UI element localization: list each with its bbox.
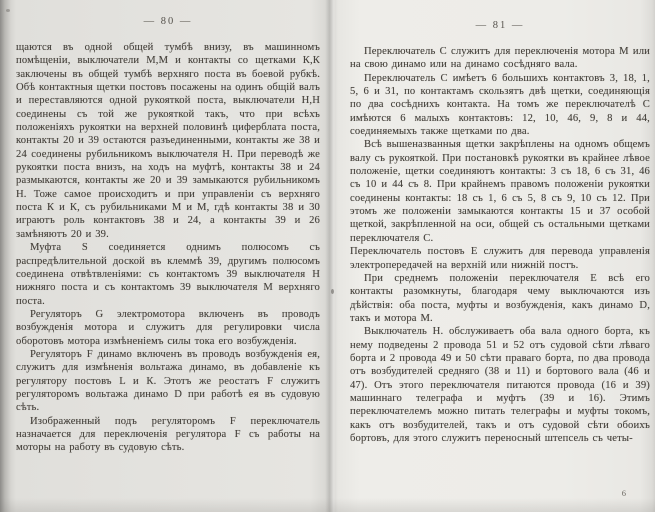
paragraph: Муфта S соединяется однимъ полюсомъ съ распредѣлительной доской въ клеммѣ 39, другимъ полюсомъ соединена отвѣтвленіями: съ контактомъ 39 выключателя Н нижняго поста и съ контактомъ 39 выключателя М верхняго поста. [16,242,320,307]
book-page-81 [350,0,650,512]
paragraph: Переключатель С служитъ для переключенія мотора М или на свою динамо или на динамо сосѣдняго вала. [350,46,650,71]
page-number-header-left: — 80 — [143,16,193,27]
page-gutter-shadow [325,0,335,512]
signature-mark: 6 [621,488,626,498]
paragraph: щаются въ одной общей тумбѣ внизу, въ машинномъ помѣщеніи, выключатели М,М и контакты со щетками К,К заключены въ общей тумбѣ верхняго поста въ боевой рубкѣ. Обѣ контактныя щетки постовъ посажены на одинъ общій валъ и переставляются одной рукояткой поста, выключатели Н,Н соединены съ той же рукояткой такъ, что при всѣхъ положеніяхъ рукоятки на верхней половинѣ циферблата поста, контакты 20 и 39 остаются разъединенными, контакты же 38 и 24 соединены рубильникомъ выключателя Н. При переводѣ же рукоятки поста внизъ, на ходъ на муфтѣ, контакты 38 и 24 размыкаются, контакты же 20 и 39 замыкаются рубильникомъ Н. Тоже самое происходитъ и при управленіи съ верхняго поста К и К, съ рубильниками М и М, гдѣ контакты 38 и 30 играютъ роль контактовъ 38 и 24, а контакты 39 и 26 замѣняютъ 20 и 39. [16,42,320,240]
page-81-text-block [350,45,650,445]
paragraph: Регуляторъ G электромотора включенъ въ проводъ возбужденія мотора и служитъ для регулировки числа оборотовъ мотора измѣненіемъ силы тока его возбужденія. [16,308,320,347]
paragraph: Выключатель Н. обслуживаетъ оба вала одного борта, къ нему подведены 2 провода 51 и 52 отъ судовой сѣти лѣваго борта и 2 провода 49 и 50 сѣти праваго борта, по два провода отъ возбудителей средняго (38 и 11) и бортового вала (46 и 47). Отъ этого переключателя питаются провода (16 и 39) машиннаго телеграфа и муфтъ (39 и 16). Этимъ переключателемъ можно питать телеграфы и муфты токомъ, какъ отъ возбудителей, такъ и отъ судовой сѣти обоихъ бортовъ, для этого служитъ переносный штепсель съ четы- [350,326,650,444]
scan-speck [331,289,334,294]
book-page-80 [16,0,320,512]
page-number-header-right: — 81 — [475,20,525,31]
paragraph: Изображенный подъ регуляторомъ F переключатель назначается для переключенія регулятора F съ работы на моторы на работу въ судовую сѣть. [16,415,320,454]
paragraph: Всѣ вышеназванныя щетки закрѣплены на одномъ общемъ валу съ рукояткой. При постановкѣ рукоятки въ крайнее лѣвое положеніе, щетки соединяютъ контакты: 3 съ 18, 6 съ 31, 46 съ 10 и 44 съ 8. При крайнемъ правомъ положеніи рукоятки соединены контакты: 18 съ 1, 6 съ 5, 8 съ 9, 10 съ 12. При этомъ же положеніи замыкаются контакты 15 и 37 особой щеткой, закрѣпленной на оси, общей съ остальными щетками переключателя С. [350,139,650,244]
paragraph: Переключатель С имѣетъ 6 большихъ контактовъ 3, 18, 1, 5, 6 и 31, по контактамъ скользятъ двѣ щетки, соединяющія по два сосѣднихъ контакта. На томъ же переключателѣ С имѣются 6 малыхъ контактовъ: 12, 10, 46, 9, 8 и 44, соединяемыхъ также щетками по два. [350,72,650,138]
page-80-text-block [16,41,320,455]
paragraph: Регуляторъ F динамо включенъ въ проводъ возбужденія ея, служитъ для измѣненія вольтажа динамо, въ добавленіе къ регулятору постовъ L и К. Этотъ же реостатъ F служитъ регуляторомъ вольтажа динамо D при работѣ ея въ судовую сѣть. [16,348,320,414]
paragraph: При среднемъ положеніи переключателя Е всѣ его контакты разомкнуты, благодаря чему выключаются изъ дѣйствія: оба поста, муфты и возбужденія, какъ динамо D, такъ и мотора М. [350,272,650,324]
paragraph: Переключатель постовъ Е служитъ для перевода управленія электропередачей на верхній или нижній постъ. [350,246,650,271]
scan-speck [6,9,10,12]
